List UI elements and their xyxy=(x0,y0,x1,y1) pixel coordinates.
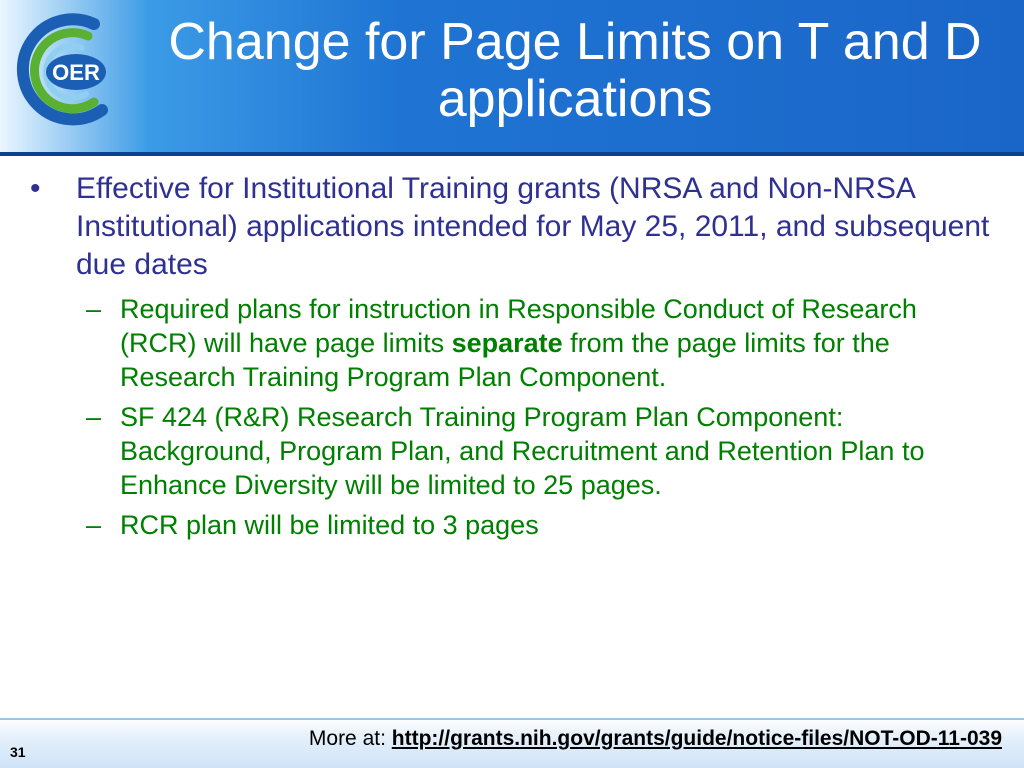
subpoint-sf424-limit xyxy=(30,400,1000,502)
notice-link[interactable]: http://grants.nih.gov/grants/guide/notice-files/NOT-OD-11-039 xyxy=(391,727,1002,750)
subpoint-rcr-limit xyxy=(30,508,1000,542)
more-label: More at: xyxy=(308,727,392,750)
bullet-marker: • xyxy=(30,172,41,205)
slide-body xyxy=(30,170,1000,548)
bullet-item xyxy=(30,170,1000,284)
subpoint-rcr-separate xyxy=(30,292,1000,394)
sub-marker: – xyxy=(86,510,102,540)
subpoint-text-after: from the page limits for the Research Training Program Plan Component. xyxy=(120,328,890,392)
subpoint-text-before: Required plans for instruction in Responsible Conduct of Research (RCR) will have page limits xyxy=(120,294,917,358)
subpoint-emphasis: separate xyxy=(451,328,563,358)
bullet-text: Effective for Institutional Training grants (NRSA and Non-NRSA Institutional) applications intended for May 25, 2011, and subsequent due dates xyxy=(76,172,990,281)
sub-marker: – xyxy=(86,402,102,432)
logo-text: OER xyxy=(52,60,100,85)
subpoint-text: RCR plan will be limited to 3 pages xyxy=(120,510,539,540)
sub-marker: – xyxy=(86,294,102,324)
slide-title: Change for Page Limits on T and D applications xyxy=(168,13,982,128)
more-info xyxy=(309,727,1002,751)
page-number: 31 xyxy=(10,744,26,760)
footer-divider xyxy=(0,718,1024,720)
oer-logo xyxy=(2,6,124,134)
subpoint-text: SF 424 (R&R) Research Training Program Plan Component: Background, Program Plan, and Recruitment and Retention Plan to Enhance Diversity will be limited to 25 pages. xyxy=(120,402,925,500)
title-divider xyxy=(0,152,1024,156)
